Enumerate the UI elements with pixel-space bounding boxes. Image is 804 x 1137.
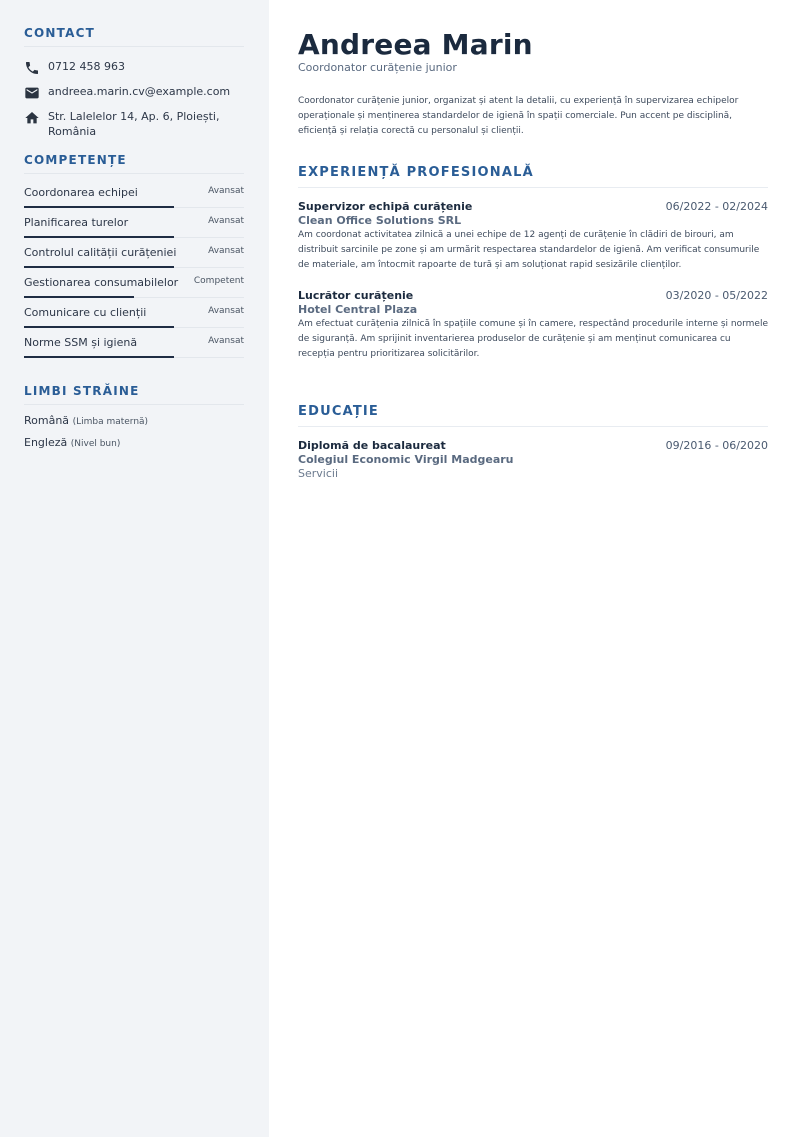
entry-degree: Diplomă de bacalaureat <box>298 439 446 452</box>
experience-heading: EXPERIENȚĂ PROFESIONALĂ <box>298 165 768 188</box>
skills-section <box>24 153 245 358</box>
entry-date: 06/2022 - 02/2024 <box>665 200 768 213</box>
skill-item <box>24 328 244 358</box>
candidate-name: Andreea Marin <box>298 28 533 61</box>
mail-icon <box>24 85 40 101</box>
language-name: Română <box>24 414 70 427</box>
skill-level: Avansat <box>208 336 244 346</box>
language-level: (Limba maternă) <box>72 417 149 427</box>
skill-name: Norme SSM și igienă <box>24 336 138 349</box>
address-text: Str. Lalelelor 14, Ap. 6, Ploiești, România <box>48 110 220 138</box>
skill-level: Competent <box>193 276 244 286</box>
entry-role: Supervizor echipă curățenie <box>298 200 473 213</box>
entry-role: Lucrător curățenie <box>298 289 414 302</box>
skill-item <box>24 298 244 328</box>
skill-level: Avansat <box>208 306 244 316</box>
skill-name: Comunicare cu clienții <box>24 306 147 319</box>
entry-description: Am efectuat curățenia zilnică în spațiile comune și în camere, respectând procedurile interne și normele de siguranță. Am sprijinit inventarierea produselor de curățenie și am menținut comunicarea cu recepția pentru prioritizarea solicitărilor. <box>298 319 768 359</box>
entry-date: 03/2020 - 05/2022 <box>665 289 768 302</box>
language-name: Engleză <box>24 436 68 449</box>
skill-level: Avansat <box>208 216 244 226</box>
skill-name: Planificarea turelor <box>24 216 129 229</box>
entry-organization: Hotel Central Plaza <box>298 303 418 316</box>
experience-section <box>298 165 768 362</box>
skill-name: Gestionarea consumabilelor <box>24 276 179 289</box>
skill-level: Avansat <box>208 186 244 196</box>
experience-entry <box>298 200 768 273</box>
language-level: (Nivel bun) <box>70 439 121 449</box>
entry-description: Am coordonat activitatea zilnică a unei echipe de 12 agenți de curățenie în clădiri de birouri, am distribuit sarcinile pe zone și am urmărit respectarea standardelor de igienă. Am verificat consumurile de materiale, am întocmit rapoarte de tură și am soluționat rapid sesizările clienților. <box>298 230 760 270</box>
language-item <box>24 414 245 427</box>
job-title: Coordonator curățenie junior <box>298 61 457 74</box>
contact-heading: CONTACT <box>24 26 244 47</box>
education-heading: EDUCAȚIE <box>298 404 768 427</box>
main-content <box>298 0 768 480</box>
skill-name: Coordonarea echipei <box>24 186 138 199</box>
entry-organization: Clean Office Solutions SRL <box>298 214 462 227</box>
skill-name: Controlul calității curățeniei <box>24 246 177 259</box>
contact-phone <box>24 59 245 76</box>
contact-address <box>24 109 245 139</box>
phone-icon <box>24 60 40 76</box>
home-icon <box>24 110 40 126</box>
phone-text: 0712 458 963 <box>48 60 125 73</box>
skill-item <box>24 238 244 268</box>
entry-school: Colegiul Economic Virgil Madgearu <box>298 453 514 466</box>
sidebar <box>0 0 269 1137</box>
skill-item <box>24 208 244 238</box>
languages-section <box>24 384 245 449</box>
skills-heading: COMPETENȚE <box>24 153 244 174</box>
email-text: andreea.marin.cv@example.com <box>48 85 231 98</box>
profile-summary: Coordonator curățenie junior, organizat și atent la detalii, cu experiență în supervizarea echipelor operaționale și menținerea standardelor de igienă în spații comerciale. Pun accent pe disciplină, eficiență și relația corectă cu personalul și clienții. <box>298 96 739 136</box>
education-entry <box>298 439 768 480</box>
contact-list <box>24 59 245 139</box>
skill-level: Avansat <box>208 246 244 256</box>
contact-email <box>24 84 245 101</box>
languages-heading: LIMBI STRĂINE <box>24 384 244 405</box>
skill-level-bar <box>24 356 174 358</box>
language-item <box>24 436 245 449</box>
skill-item <box>24 178 244 208</box>
entry-field: Servicii <box>298 467 338 480</box>
experience-entry <box>298 289 768 362</box>
education-section <box>298 404 768 480</box>
skills-list <box>24 178 245 358</box>
entry-date: 09/2016 - 06/2020 <box>665 439 768 452</box>
skill-item <box>24 268 244 298</box>
